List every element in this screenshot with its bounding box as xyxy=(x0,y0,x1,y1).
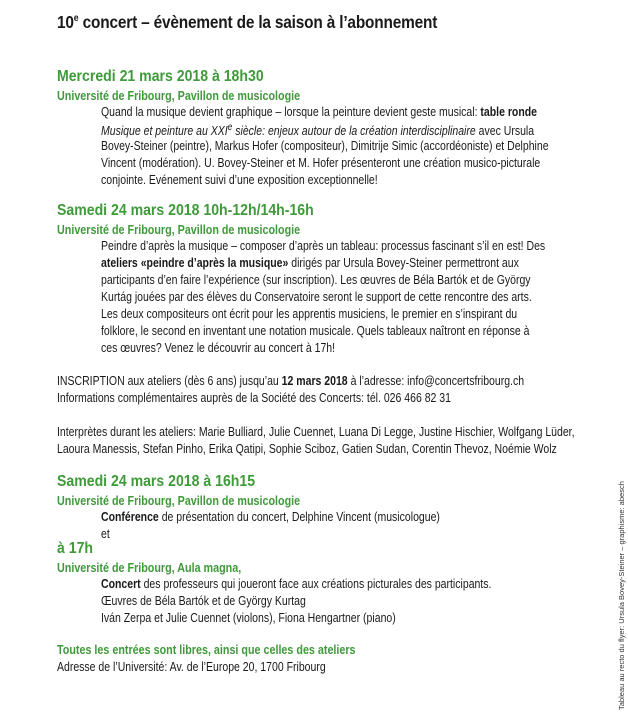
event3-and: et xyxy=(101,527,110,541)
event1-line-1: Quand la musique devient graphique – lorsque la peinture devient geste musical: table ronde xyxy=(101,105,538,119)
event3-works: Œuvres de Béla Bartók et de György Kurtag xyxy=(101,594,306,608)
event2-line-7: ces œuvres? Venez le découvrir au concert à 17h! xyxy=(101,341,336,355)
event2-venue: Université de Fribourg, Pavillon de musicologie xyxy=(57,223,301,237)
vertical-credit: Tableau au recto du flyer: Ursula Bovey-Steiner – graphisme: abesch xyxy=(617,481,626,710)
event1-line-3: Bovey-Steiner (peintre), Markus Hofer (compositeur), Dimitrije Simic (accordéoniste) et Delphine xyxy=(101,139,549,153)
inscription-line-2: Informations complémentaires auprès de la Société des Concerts: tél. 026 466 82 31 xyxy=(57,391,451,405)
event1-venue: Université de Fribourg, Pavillon de musicologie xyxy=(57,89,301,103)
performers-line-1: Interprètes durant les ateliers: Marie Bulliard, Julie Cuennet, Luana Di Legge, Justine Hischier, Wolfgang Lüder, xyxy=(57,425,575,439)
event1-line-2: Musique et peinture au XXIe siècle: enjeux autour de la création interdisciplinaire avec Ursula xyxy=(101,122,535,139)
inscription-line-1: INSCRIPTION aux ateliers (dès 6 ans) jusqu’au 12 mars 2018 à l’adresse: info@concertsfribourg.ch xyxy=(57,374,525,388)
event3-venue2: Université de Fribourg, Aula magna, xyxy=(57,561,242,575)
event3-players: Iván Zerpa et Julie Cuennet (violons), Fiona Hengartner (piano) xyxy=(101,611,396,625)
event3-time2: à 17h xyxy=(57,540,94,557)
free-entry-note: Toutes les entrées sont libres, ainsi que celles des ateliers xyxy=(57,643,356,657)
event1-date: Mercredi 21 mars 2018 à 18h30 xyxy=(57,68,264,85)
performers-line-2: Laoura Manessis, Stefan Pinho, Erika Qatipi, Sophie Sciboz, Gatien Sudan, Corentin Thevoz, Noémie Wolz xyxy=(57,442,557,456)
event1-line-4: Vincent (modération). U. Bovey-Steiner et M. Hofer présenteront une création musico-picturale xyxy=(101,156,541,170)
page-title: 10e concert – évènement de la saison à l’abonnement xyxy=(57,12,438,32)
event2-line-4: Kurtág jouées par des élèves du Conservatoire seront le support de cette rencontre des arts. xyxy=(101,290,532,304)
event3-venue: Université de Fribourg, Pavillon de musicologie xyxy=(57,494,301,508)
event3-concert: Concert des professeurs qui joueront face aux créations picturales des participants. xyxy=(101,577,492,591)
university-address: Adresse de l’Université: Av. de l’Europe 20, 1700 Fribourg xyxy=(57,660,326,674)
event2-line-6: folklore, le second en inventant une notation musicale. Quels tableaux naîtront en réponse à xyxy=(101,324,530,338)
event2-line-5: Les deux compositeurs ont écrit pour les apprentis musiciens, le premier en s’inspirant du xyxy=(101,307,518,321)
event3-date: Samedi 24 mars 2018 à 16h15 xyxy=(57,473,256,490)
event2-date: Samedi 24 mars 2018 10h-12h/14h-16h xyxy=(57,202,314,219)
event3-conference: Conférence de présentation du concert, Delphine Vincent (musicologue) xyxy=(101,510,440,524)
event2-line-3: participants d’en faire l’expérience (sur inscription). Les œuvres de Béla Bartók et de György xyxy=(101,273,531,287)
event2-line-1: Peindre d’après la musique – composer d’après un tableau: processus fascinant s’il en est! Des xyxy=(101,239,546,253)
event2-line-2: ateliers «peindre d’après la musique» dirigés par Ursula Bovey-Steiner permettront aux xyxy=(101,256,519,270)
event1-line-5: conjointe. Evénement suivi d’une exposition exceptionnelle! xyxy=(101,173,378,187)
